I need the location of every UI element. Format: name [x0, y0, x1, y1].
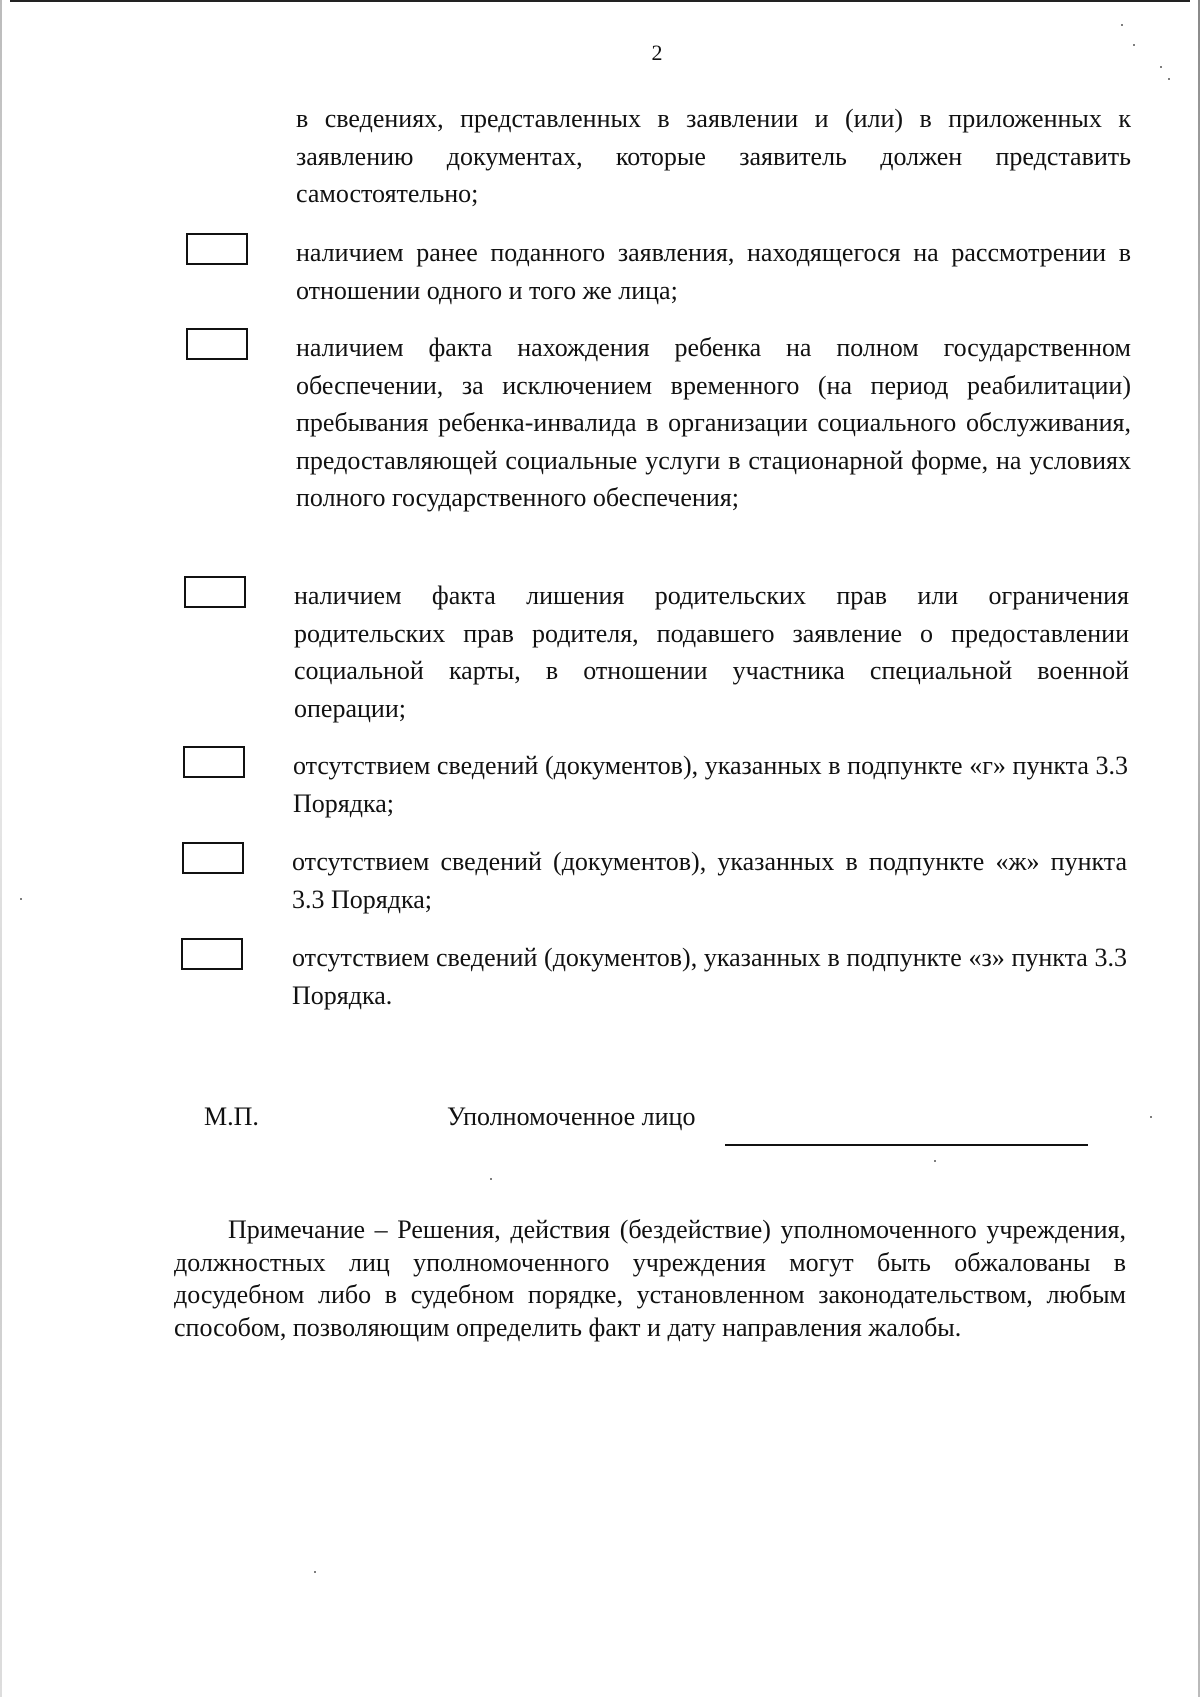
option-text: наличием ранее поданного заявления, находящегося на рассмотрении в отношении одного и того же лица;	[296, 238, 1131, 305]
option-text: наличием факта лишения родительских прав или ограничения родительских прав родителя, подавшего заявление о предоставлении социальной карты, в отношении участника специальной военной операции;	[294, 581, 1129, 723]
scan-speck	[1121, 24, 1123, 26]
option-checkbox[interactable]	[186, 328, 248, 360]
page-number: 2	[651, 40, 663, 65]
option-checkbox[interactable]	[182, 842, 244, 874]
scan-speck	[934, 1160, 936, 1162]
scan-speck	[314, 1571, 316, 1573]
option-text: отсутствием сведений (документов), указанных в подпункте «з» пункта 3.3 Порядка.	[292, 943, 1127, 1010]
scan-speck	[1150, 1116, 1152, 1118]
scan-edge-top	[10, 0, 1190, 2]
option-checkbox[interactable]	[184, 576, 246, 608]
signature-line[interactable]	[725, 1144, 1088, 1146]
option-checkbox[interactable]	[181, 938, 243, 970]
option-checkbox[interactable]	[183, 746, 245, 778]
option-checkbox[interactable]	[186, 233, 248, 265]
option-text: отсутствием сведений (документов), указанных в подпункте «г» пункта 3.3 Порядка;	[293, 751, 1128, 818]
scan-speck	[1168, 78, 1170, 80]
scan-speck	[20, 898, 22, 900]
scan-speck	[1133, 44, 1135, 46]
option-text: наличием факта нахождения ребенка на полном государственном обеспечении, за исключением временного (на период реабилитации) пребывания ребенка-инвалида в организации социального обслуживания, предоставляющей социальные услуги в стационарной форме, на условиях полного государственного обеспечения;	[296, 333, 1131, 512]
signature-block	[0, 1102, 1200, 1162]
authorized-person-label: Уполномоченное лицо	[447, 1102, 696, 1131]
note-paragraph: Примечание – Решения, действия (бездействие) уполномоченного учреждения, должностных лиц уполномоченного учреждения могут быть обжалованы в досудебном либо в судебном порядке, установленном законодательством, любым способом, позволяющим определить факт и дату направления жалобы.	[174, 1215, 1126, 1342]
stamp-place-label: М.П.	[204, 1102, 259, 1131]
option-text: отсутствием сведений (документов), указанных в подпункте «ж» пункта 3.3 Порядка;	[292, 847, 1127, 914]
intro-paragraph: в сведениях, представленных в заявлении и (или) в приложенных к заявлению документах, которые заявитель должен представить самостоятельно;	[296, 104, 1131, 208]
scan-speck	[1160, 66, 1162, 68]
scan-speck	[490, 1178, 492, 1180]
scan-edge-left	[0, 0, 2, 1697]
